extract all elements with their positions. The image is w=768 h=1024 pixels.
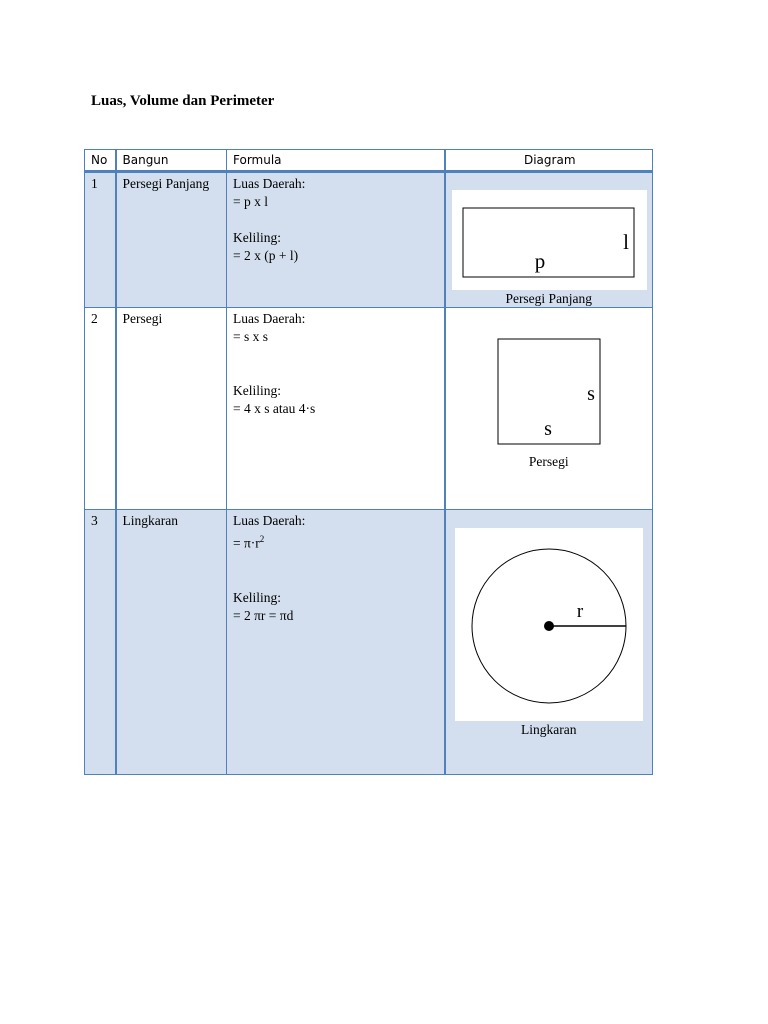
- diagram-caption: Persegi Panjang: [505, 291, 593, 306]
- area-formula: = p x l: [233, 194, 268, 209]
- perimeter-label: Keliling:: [233, 230, 281, 245]
- diagram-caption: Lingkaran: [521, 722, 577, 737]
- shapes-table: [84, 149, 653, 775]
- area-formula: = s x s: [233, 329, 268, 344]
- row-number: 2: [85, 308, 116, 510]
- header-formula: Formula: [227, 150, 445, 172]
- area-label: Luas Daerah:: [233, 513, 306, 528]
- table-header-row: [85, 150, 653, 172]
- area-formula-exponent: 2: [259, 534, 265, 544]
- table-row: [85, 308, 653, 510]
- area-formula: [233, 530, 440, 553]
- shape-name: Lingkaran: [116, 510, 227, 775]
- area-label: Luas Daerah:: [233, 176, 306, 191]
- rectangle-diagram: [446, 173, 654, 307]
- perimeter-formula: = 4 x s atau 4·s: [233, 401, 316, 416]
- radius-label: r: [576, 601, 583, 622]
- formula-cell: [227, 510, 445, 775]
- perimeter-formula: = 2 x (p + l): [233, 248, 299, 263]
- diagram-cell: [445, 510, 653, 775]
- perimeter-label: Keliling:: [233, 589, 281, 605]
- formula-cell: [227, 172, 445, 308]
- perimeter-formula: = 2 πr = πd: [233, 607, 294, 623]
- shape-name: Persegi Panjang: [116, 172, 227, 308]
- square-bottom-label: s: [543, 418, 552, 440]
- area-label: Luas Daerah:: [233, 311, 306, 326]
- rectangle-length-label: p: [534, 249, 545, 273]
- row-number: 3: [85, 510, 116, 775]
- shape-name: Persegi: [116, 308, 227, 510]
- square-side-label: s: [586, 383, 595, 405]
- center-point: [544, 621, 554, 631]
- table-row: [85, 510, 653, 775]
- row-number: 1: [85, 172, 116, 308]
- diagram-cell: [445, 172, 653, 308]
- header-bangun: Bangun: [116, 150, 227, 172]
- area-formula-base: = π·r: [233, 535, 260, 551]
- document-title: Luas, Volume dan Perimeter: [91, 93, 275, 109]
- formula-cell: [227, 308, 445, 510]
- table-row: [85, 172, 653, 308]
- diagram-cell: [445, 308, 653, 510]
- diagram-caption: Persegi: [528, 454, 569, 469]
- perimeter-label: Keliling:: [233, 383, 281, 398]
- header-diagram: Diagram: [445, 150, 653, 172]
- square-diagram: [446, 308, 654, 509]
- rectangle-width-label: l: [622, 230, 629, 254]
- header-no: No: [85, 150, 116, 172]
